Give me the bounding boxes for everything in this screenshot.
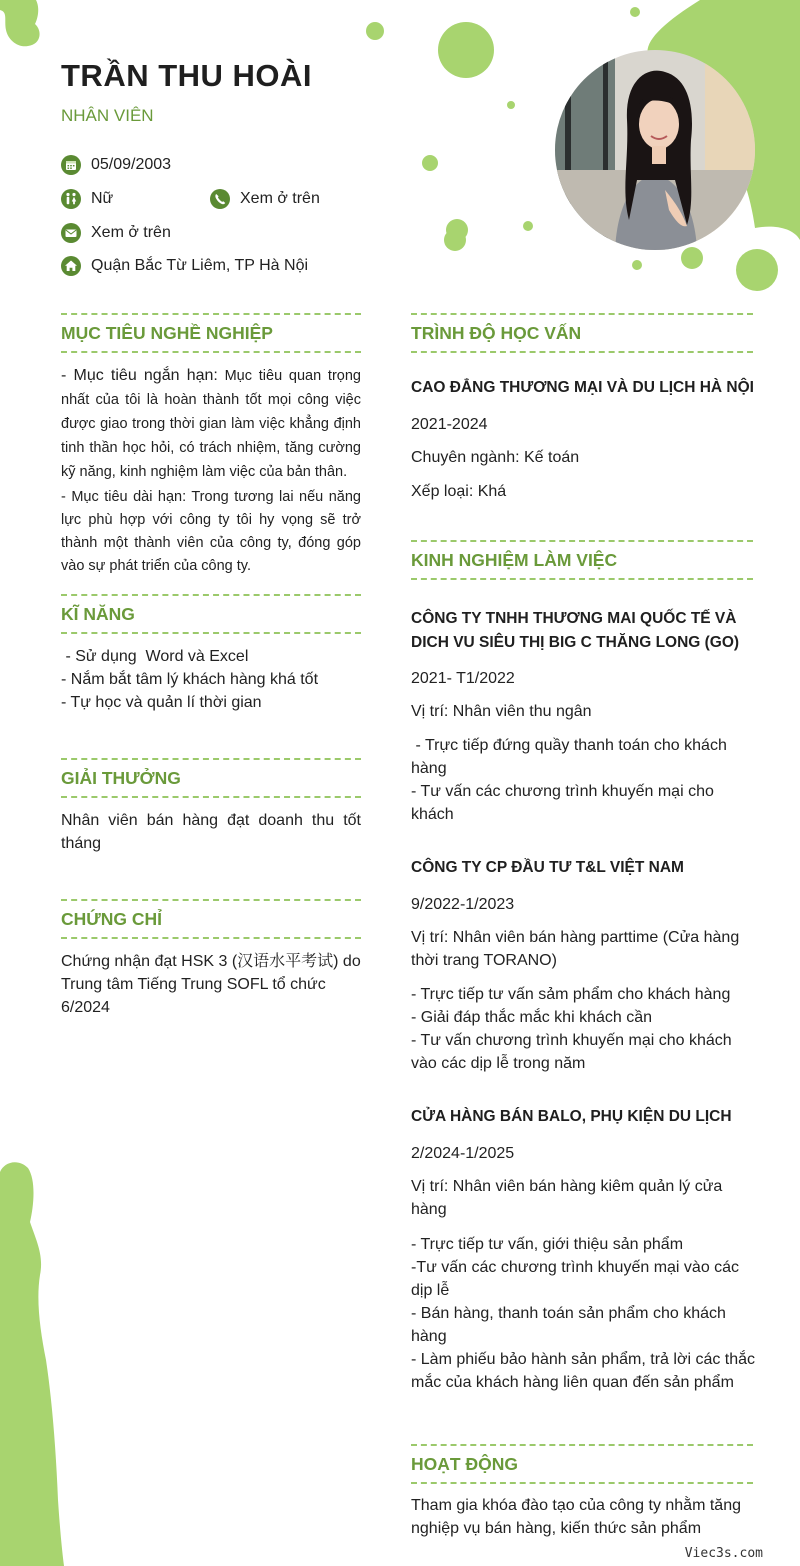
education-grade: Xếp loại: Khá [411, 483, 507, 500]
job-period: 2/2024-1/2025 [411, 1145, 515, 1162]
job-company: CÔNG TY TNHH THƯƠNG MAI QUỐC TẾ VÀ DICH VU SIÊU THỊ BIG C THĂNG LONG (GO) [411, 610, 740, 651]
gender-row [61, 189, 113, 209]
certs-heading: CHỨNG CHỈ [61, 899, 361, 939]
watermark: Viec3s.com [684, 1546, 763, 1561]
duty-item: - Trực tiếp tư vấn, giới thiệu sản phẩm [411, 1236, 684, 1253]
job-period: 9/2022-1/2023 [411, 896, 515, 913]
duty-item: - Làm phiếu bảo hành sản phẩm, trả lời các thắc mắc của khách hàng liên quan đến sản phẩm [411, 1351, 756, 1391]
email-icon [61, 223, 81, 243]
skills-heading: KĨ NĂNG [61, 594, 361, 634]
calendar-icon [61, 155, 81, 175]
job-duties [411, 734, 756, 826]
duty-item: -Tư vấn các chương trình khuyến mại vào các dịp lễ [411, 1259, 740, 1299]
duty-item: - Tư vấn các chương trình khuyến mại cho khách [411, 783, 714, 823]
home-icon [61, 256, 81, 276]
skills-list [61, 645, 361, 714]
job-duties [411, 1233, 756, 1394]
job-position: Vị trí: Nhân viên bán hàng parttime (Cửa hàng thời trang TORANO) [411, 929, 740, 969]
address-row [61, 256, 308, 276]
duty-item: - Bán hàng, thanh toán sản phẩm cho khách hàng [411, 1305, 726, 1345]
gender-icon [61, 189, 81, 209]
objective-long-term: - Mục tiêu dài hạn: Trong tương lai nếu năng lực phù hợp với công ty tôi hy vọng sẽ trở thành một thành viên của công ty, đóng góp vào sự phát triển của công ty. [61, 489, 361, 574]
duty-item: - Trực tiếp đứng quầy thanh toán cho khách hàng [411, 737, 732, 777]
duty-item: - Trực tiếp tư vấn sảm phẩm cho khách hàng [411, 986, 731, 1003]
gender-value: Nữ [91, 190, 114, 207]
job-period: 2021- T1/2022 [411, 670, 515, 687]
job-position: Vị trí: Nhân viên thu ngân [411, 703, 592, 720]
skill-item: - Nắm bắt tâm lý khách hàng khá tốt [61, 671, 319, 688]
education-heading: TRÌNH ĐỘ HỌC VẤN [411, 313, 753, 353]
phone-row [210, 189, 320, 209]
job-position: Vị trí: Nhân viên bán hàng kiêm quản lý cửa hàng [411, 1178, 723, 1218]
email-value: Xem ở trên [91, 224, 171, 241]
job-title: NHÂN VIÊN [61, 106, 154, 125]
job-company: CỬA HÀNG BÁN BALO, PHỤ KIỆN DU LỊCH [411, 1108, 732, 1125]
phone-icon [210, 189, 230, 209]
education-period: 2021-2024 [411, 416, 488, 433]
duty-item: - Tư vấn chương trình khuyến mại cho khách vào các dịp lễ trong năm [411, 1032, 732, 1072]
profile-photo [555, 50, 755, 250]
skill-item: - Tự học và quản lí thời gian [61, 694, 262, 711]
activities-text: Tham gia khóa đào tạo của công ty nhằm tăng nghiệp vụ bán hàng, kiến thức sản phẩm [411, 1497, 741, 1537]
email-row [61, 223, 171, 243]
address-value: Quận Bắc Từ Liêm, TP Hà Nội [91, 257, 309, 274]
awards-text: Nhân viên bán hàng đạt doanh thu tốt tháng [61, 812, 361, 852]
portrait-illustration [555, 50, 755, 250]
activities-heading: HOẠT ĐỘNG [411, 1444, 753, 1484]
job-company: CÔNG TY CP ĐẦU TƯ T&L VIỆT NAM [411, 859, 684, 876]
candidate-name: TRẦN THU HOÀI [61, 58, 313, 93]
awards-heading: GIẢI THƯỞNG [61, 758, 361, 798]
experience-heading: KINH NGHIỆM LÀM VIỆC [411, 540, 753, 580]
phone-value: Xem ở trên [240, 190, 320, 207]
skill-item: - Sử dụng Word và Excel [61, 648, 249, 665]
birthdate-value: 05/09/2003 [91, 156, 172, 173]
duty-item: - Giải đáp thắc mắc khi khách cần [411, 1009, 653, 1026]
job-duties [411, 983, 756, 1075]
objective-heading: MỤC TIÊU NGHỀ NGHIỆP [61, 313, 361, 353]
certs-text: Chứng nhận đạt HSK 3 (汉语水平考试) do Trung tâm Tiếng Trung SOFL tổ chức 6/2024 [61, 953, 361, 1016]
objective-text: - Mục tiêu ngắn hạn: Mục tiêu quan trọng nhất của tôi là hoàn thành tốt mọi công việc được giao trong thời gian làm việc khẳng định tinh thần học hỏi, có trách nhiệm, tăng cường kỹ năng, kinh nghiệm làm việc của bản thân. - Mục tiêu dài hạn: Trong tương lai nếu năng lực phù hợp với công ty tôi hy vọng sẽ trở thành một thành viên của công ty, đóng góp vào sự phát triển của công ty. [61, 364, 361, 578]
birthdate-row [61, 155, 171, 175]
school-name: CAO ĐẲNG THƯƠNG MẠI VÀ DU LỊCH HÀ NỘI [411, 379, 754, 396]
education-major: Chuyên ngành: Kế toán [411, 449, 580, 466]
